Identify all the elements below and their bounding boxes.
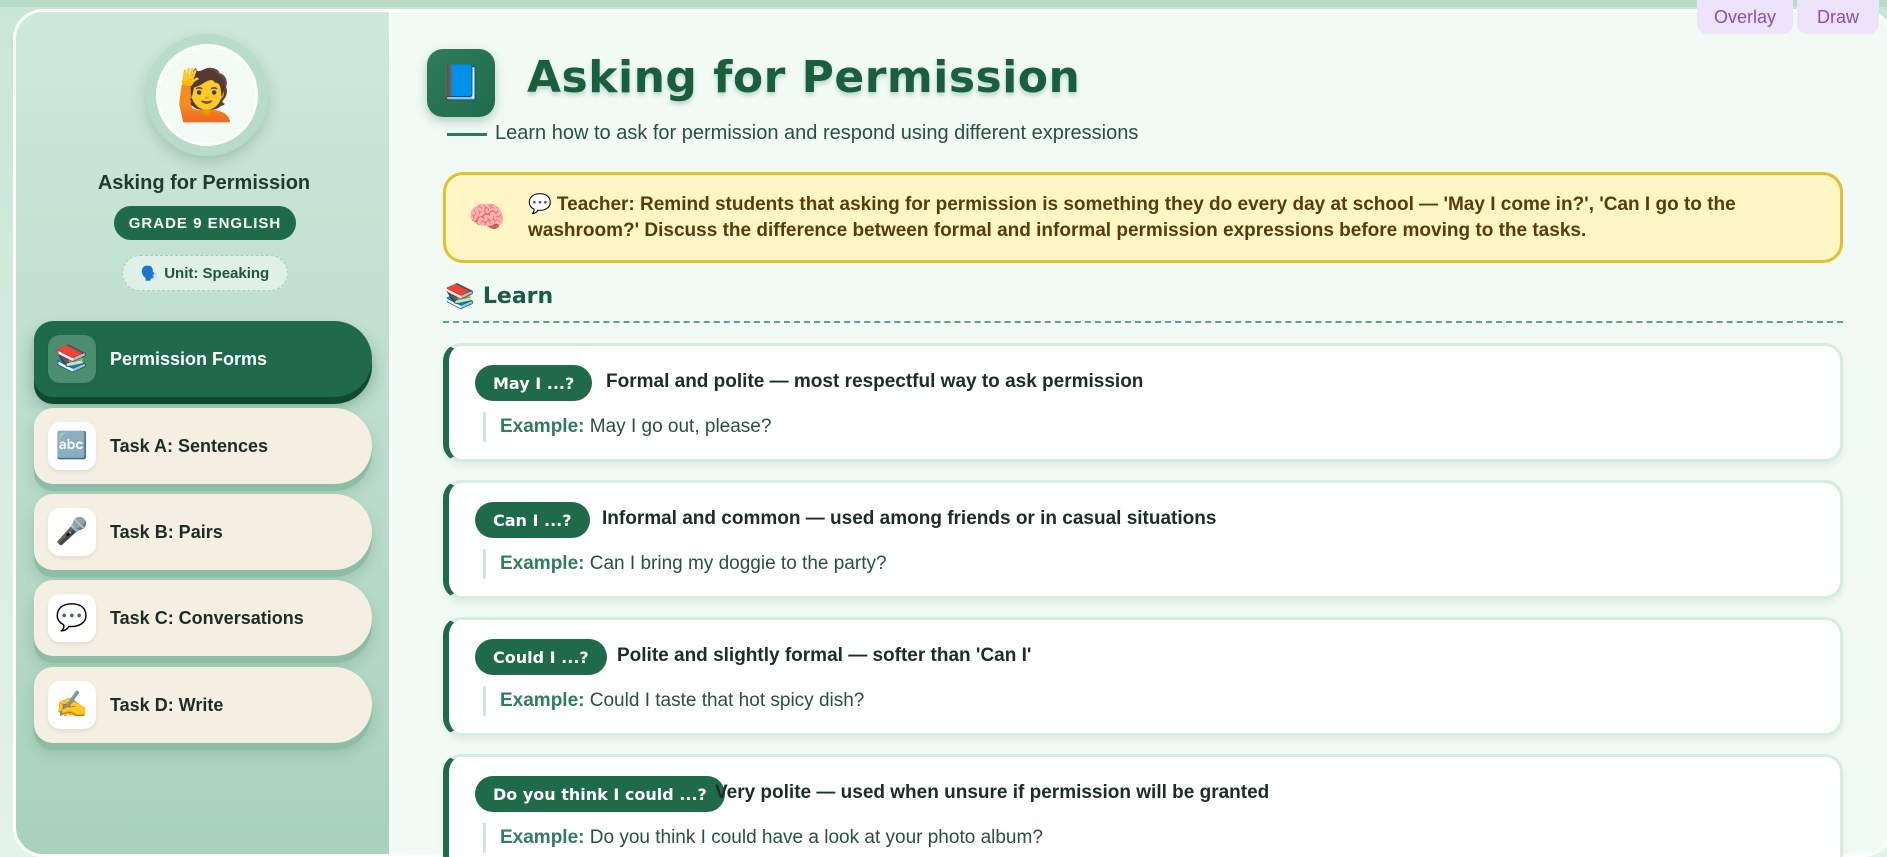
expression-card-could-i <box>443 617 1843 736</box>
example-text: Do you think I could have a look at your photo album? <box>589 827 1043 848</box>
draw-button[interactable]: Draw <box>1797 0 1879 34</box>
writing-hand-icon: ✍️ <box>48 681 96 729</box>
sidebar-item-task-d[interactable] <box>34 667 372 743</box>
expression-card-do-you-think <box>443 754 1843 857</box>
speech-bubble-icon: 💬 <box>48 594 96 642</box>
sidebar-item-task-c[interactable] <box>34 580 372 656</box>
example-label: Example: <box>500 690 585 711</box>
sidebar-item-label: Task B: Pairs <box>110 521 223 542</box>
subtitle-divider <box>447 133 487 136</box>
example-text: Can I bring my doggie to the party? <box>589 553 887 574</box>
example-label: Example: <box>500 827 585 848</box>
teacher-note <box>443 172 1843 263</box>
sidebar-item-label: Task D: Write <box>110 694 224 715</box>
section-divider <box>443 321 1843 323</box>
sidebar <box>16 12 392 854</box>
example-label: Example: <box>500 416 585 437</box>
section-title: Learn <box>482 283 554 309</box>
speaking-head-icon: 🗣️ <box>140 264 159 281</box>
example-label: Example: <box>500 553 585 574</box>
phrase-pill: May I ...? <box>475 365 592 401</box>
example-line <box>483 686 864 716</box>
avatar-ring <box>146 34 268 156</box>
example-text: May I go out, please? <box>589 416 772 437</box>
microphone-icon: 🎤 <box>48 508 96 556</box>
sidebar-item-label: Task A: Sentences <box>110 435 269 456</box>
example-line <box>483 549 887 579</box>
unit-badge-label: Unit: Speaking <box>164 264 270 282</box>
phrase-description: Very polite — used when unsure if permission will be granted <box>715 782 1270 803</box>
overlay-button[interactable]: Overlay <box>1697 0 1793 34</box>
example-line <box>483 823 1043 853</box>
phrase-pill: Do you think I could ...? <box>475 776 725 812</box>
person-raising-hand-icon: 🙋 <box>156 44 258 146</box>
sidebar-item-label: Task C: Conversations <box>110 607 304 628</box>
expression-card-can-i <box>443 480 1843 599</box>
unit-badge <box>122 255 288 291</box>
phrase-description: Polite and slightly formal — softer than 'Can I' <box>617 645 1032 666</box>
sidebar-item-permission-forms[interactable] <box>34 321 372 397</box>
sidebar-title: Asking for Permission <box>97 172 311 194</box>
example-text: Could I taste that hot spicy dish? <box>589 690 865 711</box>
phrase-description: Informal and common — used among friends or in casual situations <box>602 508 1217 529</box>
grade-badge: GRADE 9 ENGLISH <box>114 206 296 240</box>
page-title: Asking for Permission <box>527 52 1081 103</box>
books-icon: 📚 <box>445 282 475 310</box>
books-icon: 📚 <box>48 335 96 383</box>
book-icon: 📘 <box>427 49 495 117</box>
page-subtitle: Learn how to ask for permission and respond using different expressions <box>495 122 1139 144</box>
expression-card-may-i <box>443 343 1843 462</box>
phrase-pill: Could I ...? <box>475 639 607 675</box>
abc-icon: 🔤 <box>48 422 96 470</box>
top-strip <box>0 0 1887 7</box>
brain-icon: 🧠 <box>468 200 506 235</box>
phrase-pill: Can I ...? <box>475 502 590 538</box>
sidebar-item-task-b[interactable] <box>34 494 372 570</box>
example-line <box>483 412 771 442</box>
sidebar-item-task-a[interactable] <box>34 408 372 484</box>
teacher-note-text: 💬 Teacher: Remind students that asking for permission is something they do every day at school — 'May I come in?', 'Can I go to the washroom?' Discuss the difference between formal and informal permission expressions before moving to the tasks. <box>528 193 1736 241</box>
sidebar-item-label: Permission Forms <box>110 348 268 369</box>
section-header-learn <box>445 282 553 310</box>
phrase-description: Formal and polite — most respectful way to ask permission <box>606 371 1144 392</box>
